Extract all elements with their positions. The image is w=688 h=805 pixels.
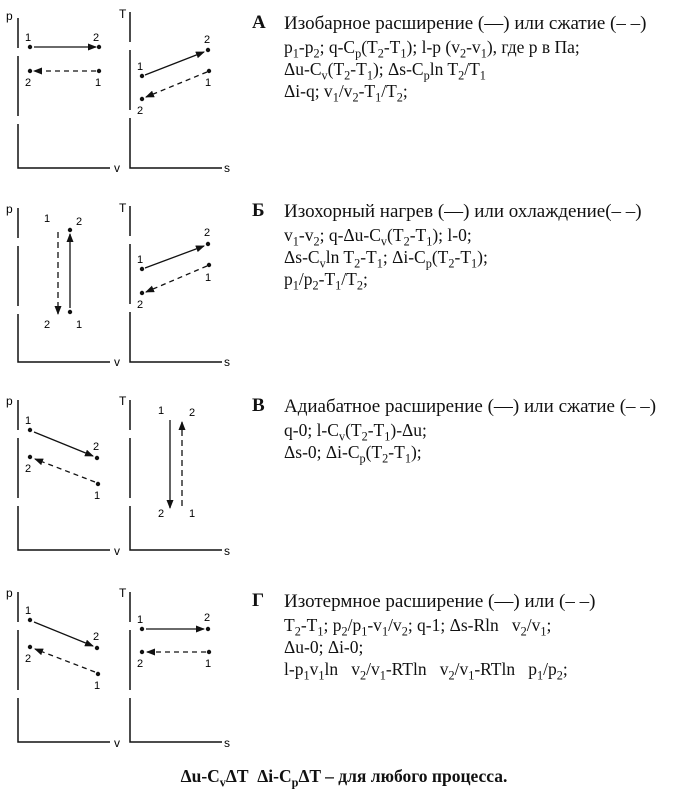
compression-arrow: [35, 649, 95, 672]
state-point: [206, 48, 210, 52]
v-axis-label: v: [114, 355, 120, 369]
point-label: 2: [204, 612, 211, 624]
point-label: 1: [205, 77, 212, 89]
point-label: 2: [204, 34, 211, 46]
state-point: [206, 242, 210, 246]
point-label: 1: [205, 272, 212, 284]
state-point: [207, 650, 211, 654]
state-point: [140, 97, 144, 101]
point-label: 1: [94, 680, 101, 692]
s-axis-label: s: [224, 544, 230, 558]
formula-line: Δs-0; $\Delta i-C_p(T_2-T_1)$;: [284, 442, 422, 466]
t-axis-label: T: [119, 201, 127, 215]
point-label: 2: [137, 658, 144, 670]
state-point: [97, 69, 101, 73]
point-label: 1: [76, 319, 83, 331]
p-axis-label: p: [6, 202, 13, 216]
point-label: 2: [137, 105, 144, 117]
point-label: 2: [76, 216, 83, 228]
section-b-ts-diagram: [119, 201, 230, 369]
section-a-pv-diagram: [6, 9, 120, 175]
process-title: Изотермное расширение (—) или (– –): [284, 591, 596, 612]
state-point: [95, 646, 99, 650]
point-label: 1: [205, 658, 212, 670]
section-d-ts-diagram: [119, 586, 230, 750]
formula-line: $T_2-T_1$; $p_2/p_1-v_1/v_2$; q-1; Δs-Rln $v_2/v_1$;: [284, 615, 552, 639]
state-point: [68, 310, 72, 314]
point-label: 1: [137, 61, 144, 73]
point-label: 2: [44, 319, 51, 331]
section-c-ts-diagram: [119, 394, 230, 558]
state-point: [28, 428, 32, 432]
formula-line: Δi-q; $v_1/v_2-T_1/T_2$;: [284, 81, 408, 105]
state-point: [28, 618, 32, 622]
state-point: [206, 627, 210, 631]
state-point: [140, 291, 144, 295]
point-label: 2: [158, 508, 165, 520]
section-description: [284, 395, 688, 466]
v-axis-label: v: [114, 161, 120, 175]
point-label: 2: [204, 227, 211, 239]
expansion-arrow: [34, 432, 93, 456]
section-c-pv-diagram: [6, 394, 120, 558]
section-a-ts-diagram: [119, 7, 230, 175]
point-label: 1: [95, 77, 102, 89]
t-axis-label: T: [119, 7, 127, 21]
state-point: [28, 645, 32, 649]
process-title: Адиабатное расширение (—) или сжатие (– –): [284, 396, 657, 417]
state-point: [28, 45, 32, 49]
state-point: [97, 45, 101, 49]
formula-line: $\Delta s-C_v\ln$ $T_2-T_1$; $\Delta i-C_p(T_2-T_1)$;: [284, 247, 488, 271]
expansion-arrow: [145, 52, 204, 75]
p-axis-label: p: [6, 586, 13, 600]
heating-arrow: [145, 246, 204, 268]
point-label: 2: [93, 441, 100, 453]
process-title: Изобарное расширение (—) или сжатие (– –): [284, 13, 647, 34]
section-letter: А: [252, 12, 266, 33]
compression-arrow: [35, 459, 95, 482]
formula-line: $p_1/p_2-T_1/T_2$;: [284, 269, 368, 293]
pv-axes: [18, 208, 110, 362]
p-axis-label: p: [6, 394, 13, 408]
state-point: [28, 69, 32, 73]
formula-line: q-0; $l-C_v(T_2-T_1)-\Delta u$;: [284, 420, 427, 444]
v-axis-label: v: [114, 736, 120, 750]
s-axis-label: s: [224, 736, 230, 750]
point-label: 1: [158, 405, 165, 417]
compression-arrow: [146, 72, 207, 97]
pv-axes: [18, 400, 110, 550]
state-point: [96, 672, 100, 676]
section-description: [284, 200, 688, 293]
point-label: 1: [25, 605, 32, 617]
formula-line: $v_1-v_2$; $q-\Delta u-C_v(T_2-T_1)$; l-0;: [284, 225, 472, 249]
ts-axes: [130, 400, 222, 550]
t-axis-label: T: [119, 394, 127, 408]
section-description: [284, 590, 688, 683]
section-d-pv-diagram: [6, 586, 120, 750]
p-axis-label: p: [6, 9, 13, 23]
section-letter: Б: [252, 200, 265, 221]
point-label: 2: [137, 299, 144, 311]
state-point: [96, 482, 100, 486]
footer-note: $\Delta u-C_v\Delta T$ $\Delta i-C_p\Delta T$ – для любого процесса.: [180, 766, 508, 790]
formula-line: $l-p_1v_1\ln$ $v_2/v_1$-RTln $v_2/v_1$-RTln $p_1/p_2$;: [284, 659, 568, 683]
s-axis-label: s: [224, 161, 230, 175]
point-label: 1: [189, 508, 196, 520]
point-label: 1: [25, 415, 32, 427]
formula-line: $p_1-p_2$; $q-C_p(T_2-T_1)$; l-p $(v_2-v_1)$, где p в Па;: [284, 37, 580, 61]
state-point: [207, 69, 211, 73]
state-point: [68, 228, 72, 232]
s-axis-label: s: [224, 355, 230, 369]
point-label: 2: [25, 77, 32, 89]
point-label: 1: [137, 614, 144, 626]
state-point: [140, 650, 144, 654]
section-b-pv-diagram: [6, 202, 120, 369]
t-axis-label: T: [119, 586, 127, 600]
state-point: [207, 263, 211, 267]
point-label: 1: [44, 213, 51, 225]
point-label: 2: [25, 463, 32, 475]
state-point: [28, 455, 32, 459]
formula-line: Δu-0; Δi-0;: [284, 637, 364, 657]
section-letter: В: [252, 395, 265, 416]
expansion-arrow: [34, 622, 93, 646]
state-point: [140, 267, 144, 271]
pv-axes: [18, 592, 110, 742]
cooling-arrow: [146, 266, 207, 292]
point-label: 1: [25, 32, 32, 44]
section-letter: Г: [252, 590, 265, 611]
state-point: [95, 456, 99, 460]
point-label: 2: [93, 631, 100, 643]
point-label: 2: [189, 407, 196, 419]
point-label: 1: [94, 490, 101, 502]
formula-line: $\Delta u-C_v(T_2-T_1)$; $\Delta s-C_p\ln$ $T_2/T_1$: [284, 59, 486, 83]
v-axis-label: v: [114, 544, 120, 558]
point-label: 1: [137, 254, 144, 266]
state-point: [140, 627, 144, 631]
process-title: Изохорный нагрев (—) или охлаждение(– –): [284, 201, 642, 222]
state-point: [140, 74, 144, 78]
point-label: 2: [93, 32, 100, 44]
section-description: [284, 12, 688, 105]
point-label: 2: [25, 653, 32, 665]
